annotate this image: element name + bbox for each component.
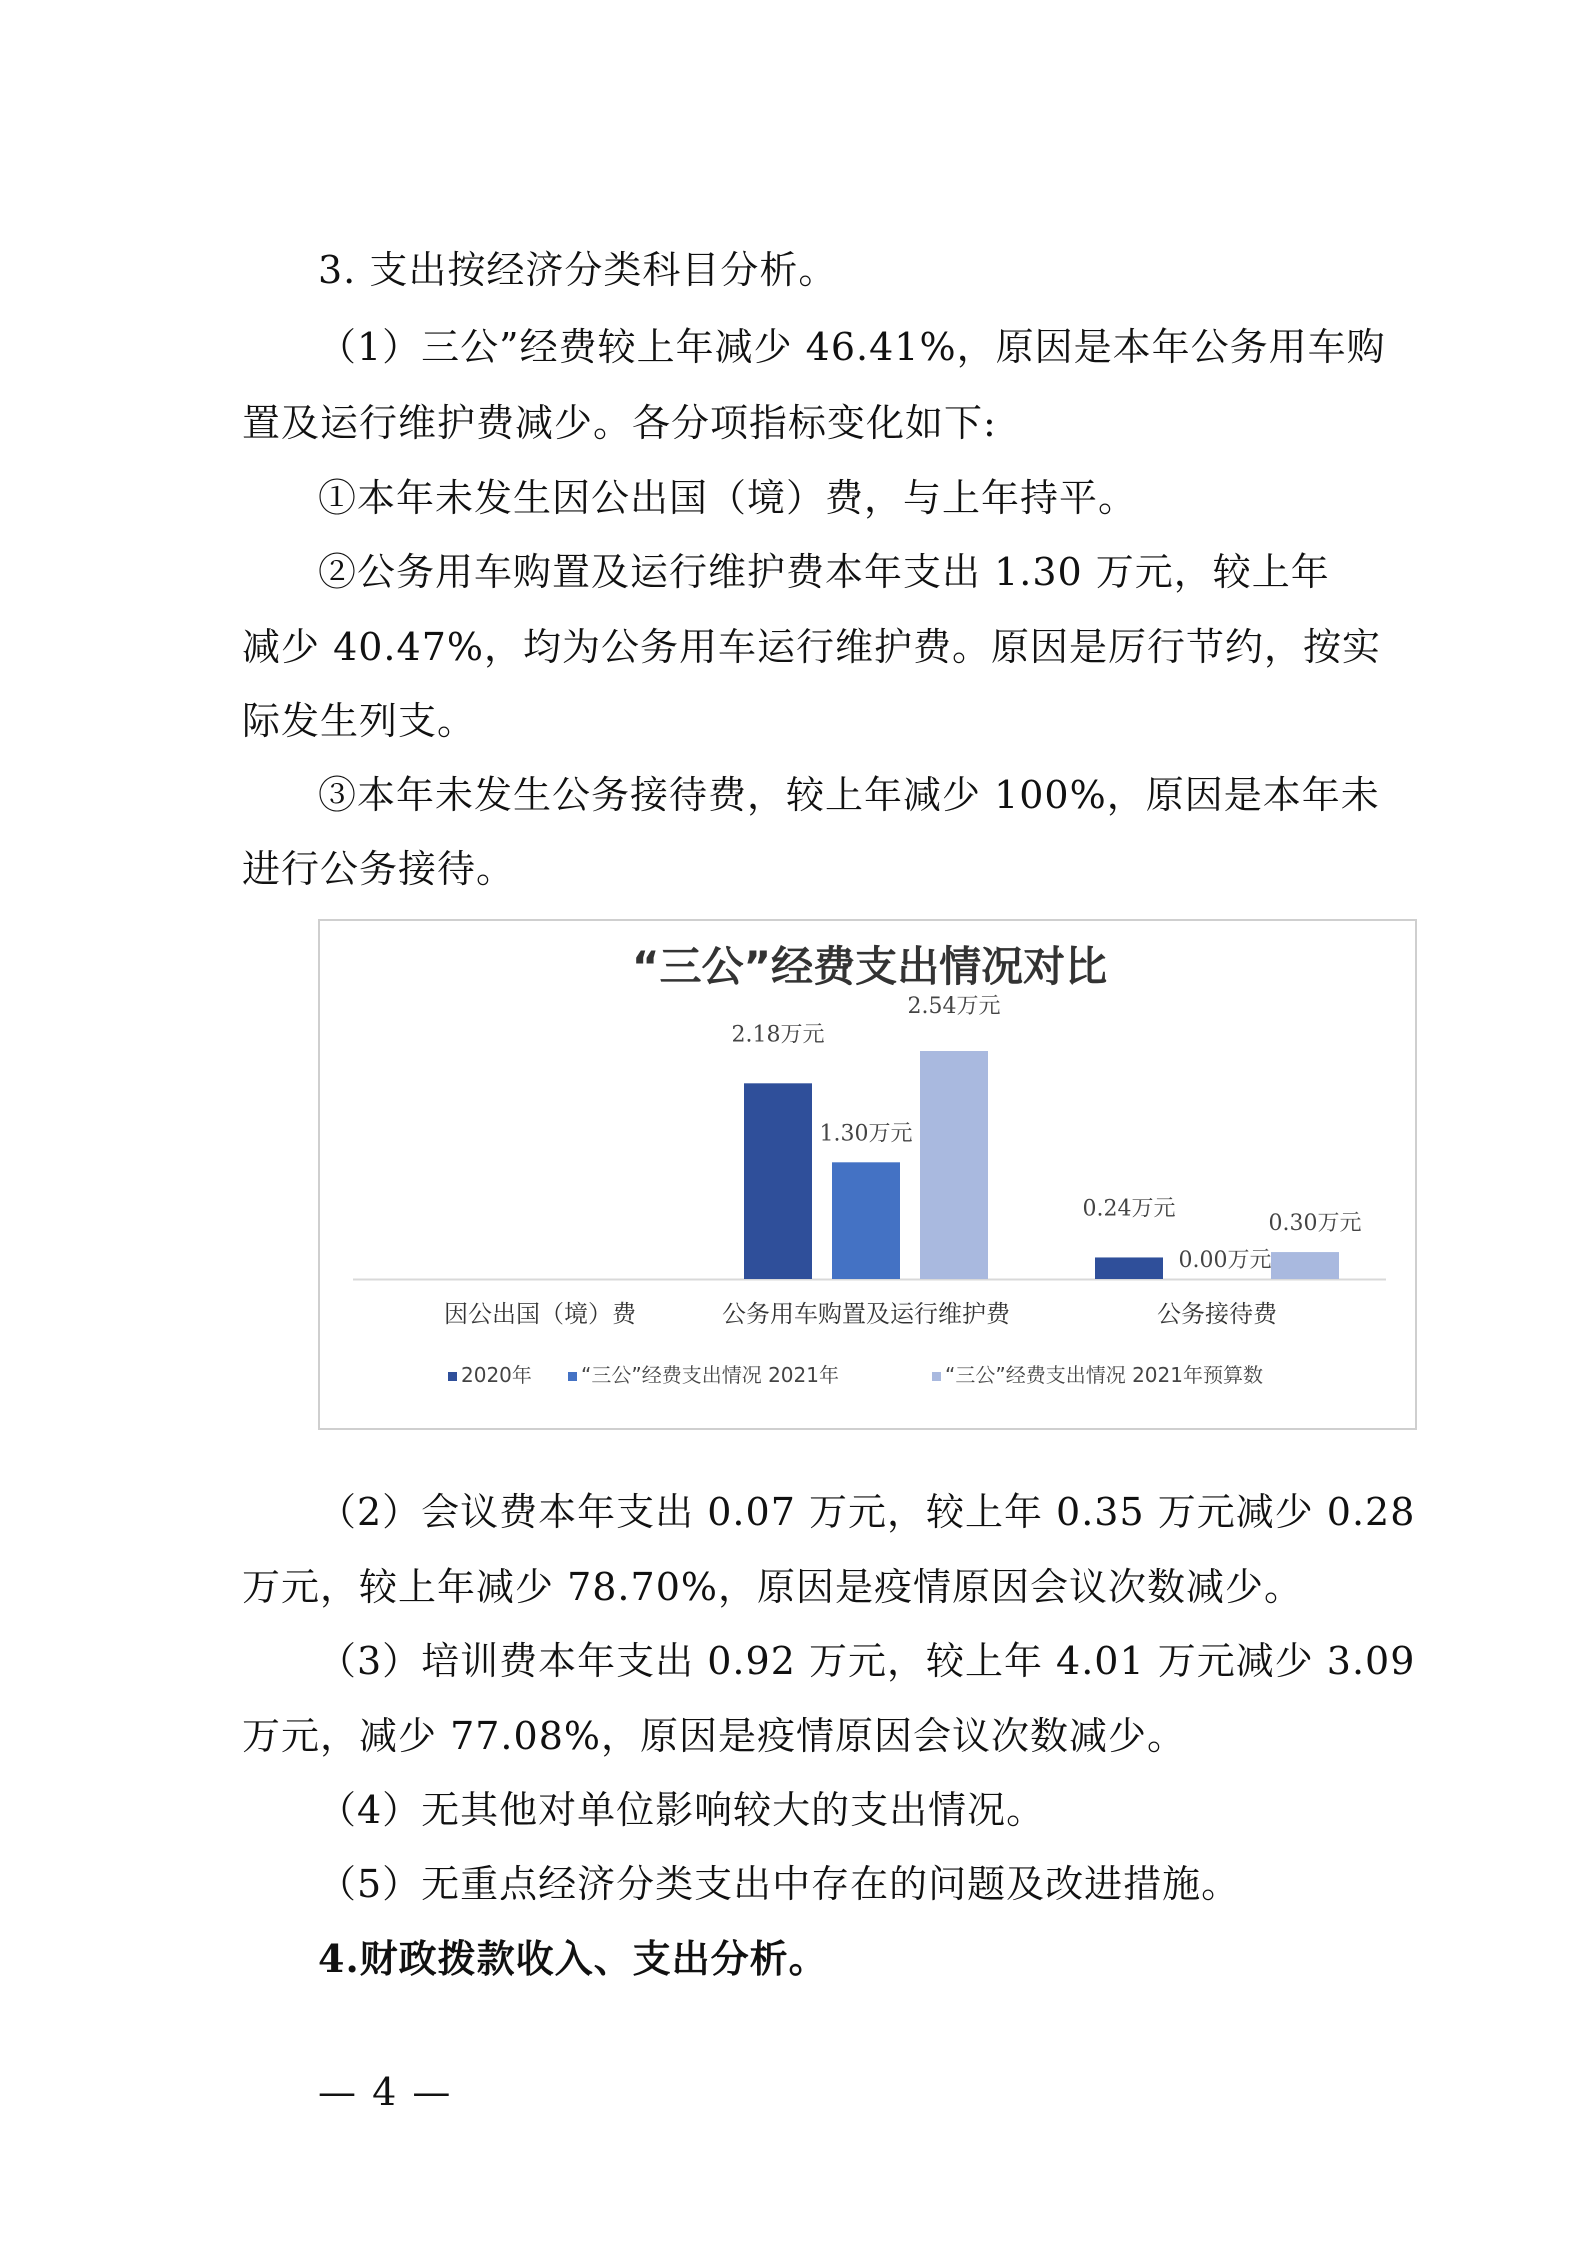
line-p1-1: （1）三公”经费较上年减少 46.41%，原因是本年公务用车购 [318, 325, 1386, 369]
legend-swatch-1 [448, 1372, 457, 1381]
page-number: — 4 — [318, 2070, 453, 2114]
category-label-2: 公务用车购置及运行维护费 [722, 1300, 1010, 1328]
data-label-series2-cat2: 1.30万元 [819, 1121, 913, 1147]
line-p1-2: 置及运行维护费减少。各分项指标变化如下: [242, 401, 997, 445]
line-item2-3: 际发生列支。 [242, 699, 477, 743]
bar-series1-cat3 [1095, 1257, 1163, 1279]
data-label-series2-cat3: 0.00万元 [1178, 1248, 1272, 1273]
legend-label-1: 2020年 [461, 1363, 532, 1387]
line-item2-1: ②公务用车购置及运行维护费本年支出 1.30 万元，较上年 [318, 550, 1330, 594]
legend-swatch-3 [932, 1372, 941, 1381]
line-item3-2: 进行公务接待。 [242, 847, 516, 891]
line-p2-2: 万元，较上年减少 78.70%，原因是疫情原因会议次数减少。 [242, 1565, 1303, 1609]
category-label-1: 因公出国（境）费 [444, 1300, 636, 1328]
line-p3-1: （3）培训费本年支出 0.92 万元，较上年 4.01 万元减少 3.09 [318, 1639, 1416, 1683]
line-item2-2: 减少 40.47%，均为公务用车运行维护费。原因是厉行节约，按实 [242, 625, 1381, 669]
category-label-3: 公务接待费 [1157, 1300, 1277, 1328]
bar-series2-cat2 [832, 1162, 900, 1279]
legend-label-2: “三公”经费支出情况 2021年 [581, 1363, 839, 1387]
chart-title: “三公”经费支出情况对比 [631, 942, 1108, 991]
line-p3-2: 万元，减少 77.08%，原因是疫情原因会议次数减少。 [242, 1714, 1186, 1758]
three-public-expense-chart [318, 919, 1417, 1430]
line-heading-4: 4.财政拨款收入、支出分析。 [318, 1936, 828, 1981]
bar-series3-cat3 [1271, 1252, 1339, 1279]
data-label-series1-cat2: 2.18万元 [731, 1022, 825, 1048]
legend-swatch-2 [568, 1372, 577, 1381]
data-label-series3-cat3: 0.30万元 [1268, 1211, 1362, 1237]
bar-series1-cat2 [744, 1083, 812, 1279]
line-item3-1: ③本年未发生公务接待费，较上年减少 100%，原因是本年未 [318, 773, 1380, 817]
data-label-series3-cat2: 2.54万元 [907, 994, 1001, 1019]
line-heading-3: 3. 支出按经济分类科目分析。 [318, 248, 838, 292]
line-p5: （5）无重点经济分类支出中存在的问题及改进措施。 [318, 1862, 1241, 1906]
data-label-series1-cat3: 0.24万元 [1082, 1196, 1176, 1222]
line-p4: （4）无其他对单位影响较大的支出情况。 [318, 1788, 1046, 1832]
line-p2-1: （2）会议费本年支出 0.07 万元，较上年 0.35 万元减少 0.28 [318, 1490, 1416, 1534]
legend-label-3: “三公”经费支出情况 2021年预算数 [945, 1363, 1263, 1387]
line-item1: ①本年未发生因公出国（境）费，与上年持平。 [318, 476, 1138, 520]
bar-chart-svg [320, 921, 1419, 1432]
bar-series3-cat2 [920, 1051, 988, 1279]
